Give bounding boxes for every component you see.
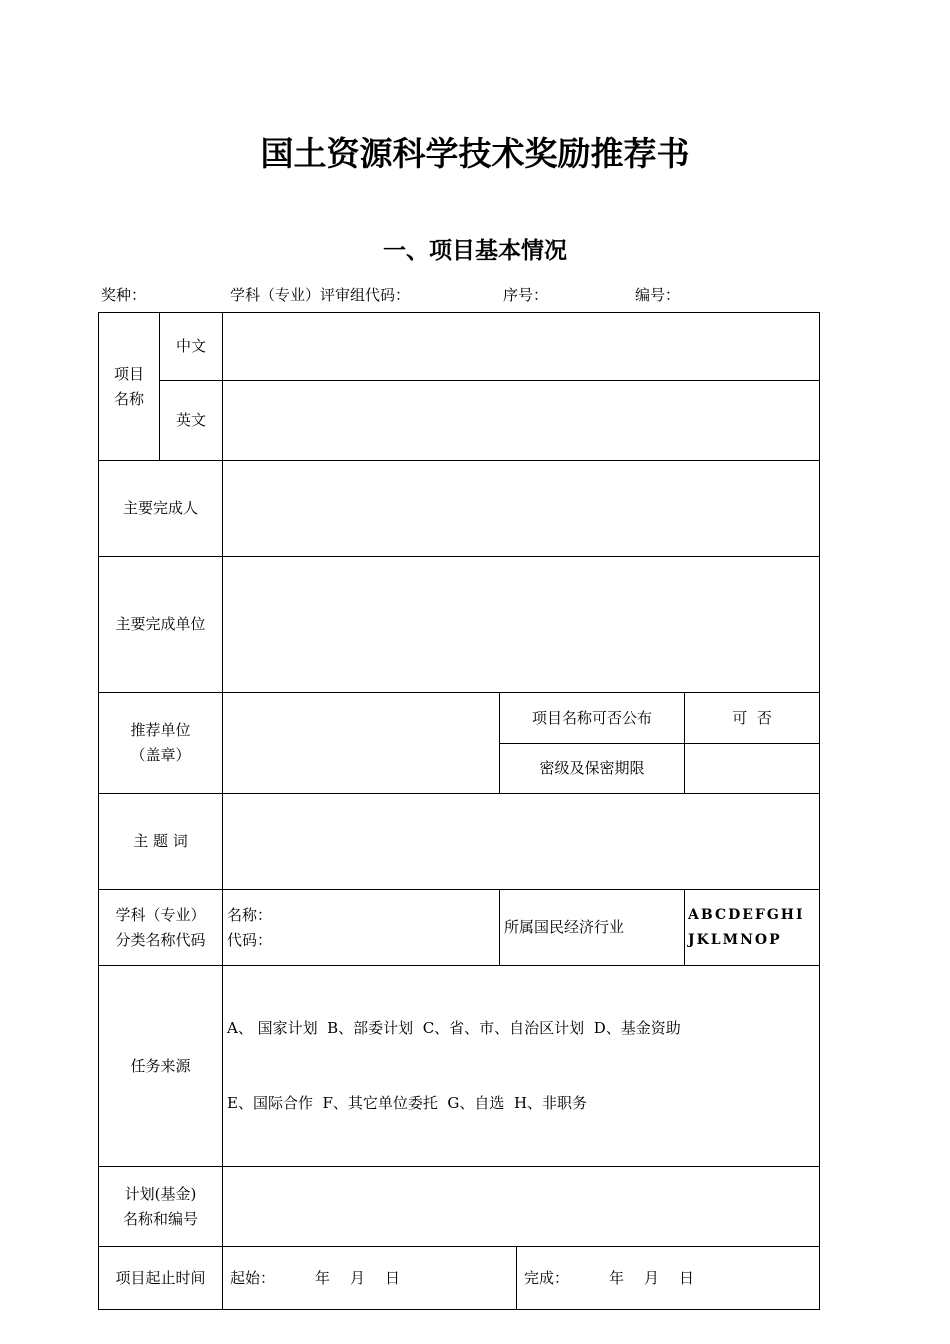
serial-no-label: 序号： <box>503 286 549 304</box>
discipline-code-label: 代码： <box>227 930 273 949</box>
industry-letters[interactable]: ABCDEFGHI JKLMNOP <box>685 890 820 966</box>
main-units-label: 主要完成单位 <box>99 557 223 693</box>
publishable-options[interactable]: 可 否 <box>685 693 820 744</box>
main-units-field[interactable] <box>223 557 820 693</box>
secrecy-label: 密级及保密期限 <box>500 744 685 794</box>
start-date-field[interactable]: 起始： 年 月 日 <box>223 1247 517 1310</box>
keywords-field[interactable] <box>223 794 820 890</box>
discipline-name-label: 名称： <box>227 905 273 924</box>
main-completers-field[interactable] <box>223 461 820 557</box>
main-completers-label: 主要完成人 <box>99 461 223 557</box>
chinese-name-field[interactable] <box>223 313 820 381</box>
english-name-field[interactable] <box>223 381 820 461</box>
english-label: 英文 <box>160 381 223 461</box>
review-group-code-label: 学科（专业）评审组代码： <box>230 286 411 304</box>
keywords-label: 主 题 词 <box>99 794 223 890</box>
award-type-label: 奖种： <box>101 286 147 304</box>
task-source-label: 任务来源 <box>99 966 223 1167</box>
number-label: 编号： <box>635 286 681 304</box>
publishable-label: 项目名称可否公布 <box>500 693 685 744</box>
plan-field[interactable] <box>223 1167 820 1247</box>
period-label: 项目起止时间 <box>99 1247 223 1310</box>
chinese-label: 中文 <box>160 313 223 381</box>
task-source-options[interactable]: A、 国家计划 B、部委计划 C、省、市、自治区计划 D、基金资助 E、国际合作 F、其它单位委托 G、自选 H、非职务 <box>223 966 820 1167</box>
secrecy-field[interactable] <box>685 744 820 794</box>
industry-label: 所属国民经济行业 <box>500 890 685 966</box>
discipline-label: 学科（专业） 分类名称代码 <box>99 890 223 966</box>
project-info-form <box>98 312 820 1310</box>
plan-label: 计划(基金) 名称和编号 <box>99 1167 223 1247</box>
project-name-label: 项目 名称 <box>99 313 160 461</box>
section-title: 一、项目基本情况 <box>383 238 567 264</box>
recommender-label: 推荐单位 （盖章） <box>99 693 223 794</box>
recommender-field[interactable] <box>223 693 500 794</box>
document-title: 国土资源科学技术奖励推荐书 <box>260 134 690 173</box>
end-date-field[interactable]: 完成： 年 月 日 <box>517 1247 820 1310</box>
discipline-field[interactable] <box>223 890 500 966</box>
